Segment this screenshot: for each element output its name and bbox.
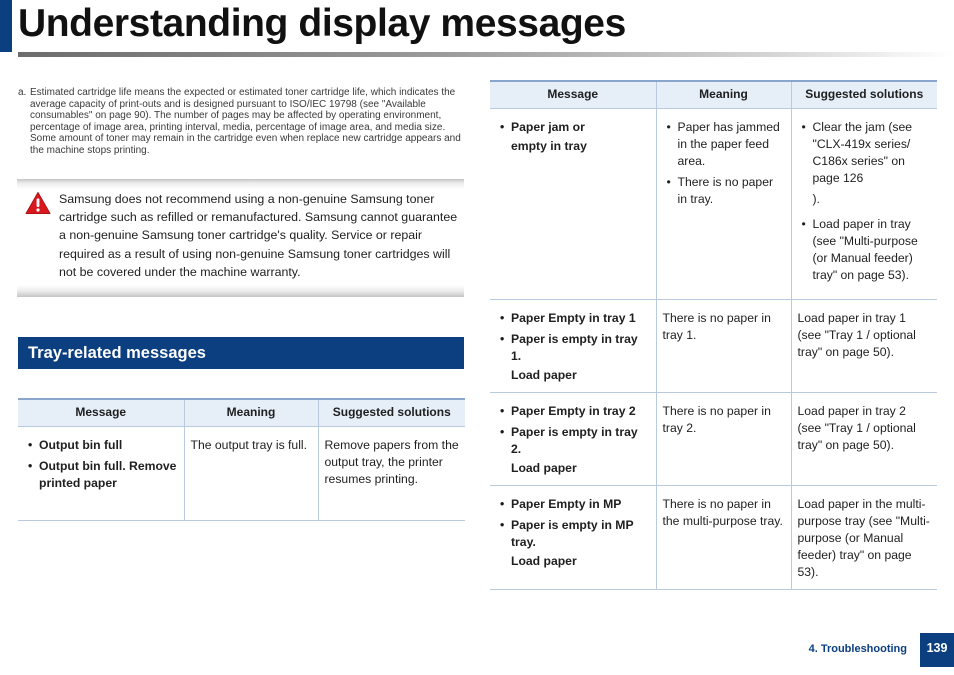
message-continuation: Load paper	[511, 553, 577, 568]
meaning-item: • Paper has jammed in the paper feed area.	[663, 119, 785, 170]
meaning-item: • There is no paper in tray.	[663, 174, 785, 208]
message-item: • Paper is empty in MP tray.	[496, 517, 650, 551]
meaning-cell: There is no paper in tray 1.	[656, 299, 791, 392]
footnote-marker: a.	[18, 87, 27, 98]
header-message: Message	[18, 399, 184, 426]
header-message: Message	[490, 81, 656, 108]
message-item: • Paper Empty in MP	[496, 496, 650, 513]
title-accent-bar	[0, 0, 12, 52]
warning-text: Samsung does not recommend using a non-genuine Samsung toner cartridge such as refilled or remanufactured. Samsung cannot guarantee a non-genuine Samsung toner cartridge's quality. Service or repair required as a result of using non-genuine Samsung toner cartridges will not be covered under the machine warranty.	[59, 192, 458, 279]
warning-triangle-icon	[25, 191, 51, 215]
solution-cell	[791, 108, 937, 299]
meaning-cell: There is no paper in tray 2.	[656, 392, 791, 485]
table-header-row	[18, 399, 465, 426]
table-row	[18, 426, 465, 520]
footnote-text: Estimated cartridge life means the expected or estimated toner cartridge life, which indicates the average capacity of print-outs and is designed pursuant to ISO/IEC 19798 (see "Available consumables" on page 90). The number of pages may be affected by operating environment, percentage of image area, printing interval, media, percentage of image area, and media size. Some amount of toner may remain in the cartridge even when replace new cartridge appears and the machine stops printing.	[30, 87, 461, 156]
table-row	[490, 485, 937, 589]
table-row	[490, 108, 937, 299]
message-item: • Paper jam or	[496, 119, 650, 136]
solution-cell: Load paper in tray 1 (see "Tray 1 / optional tray" on page 50).	[791, 299, 937, 392]
message-continuation: Load paper	[511, 460, 577, 475]
solution-cell: Remove papers from the output tray, the printer resumes printing.	[318, 426, 465, 520]
header-meaning: Meaning	[656, 81, 791, 108]
tray-messages-table-left	[18, 398, 465, 521]
message-item: • Paper is empty in tray 2.	[496, 424, 650, 458]
solution-cell: Load paper in tray 2 (see "Tray 1 / optional tray" on page 50).	[791, 392, 937, 485]
tray-messages-table-right	[490, 80, 937, 590]
footer-section-label: 4. Troubleshooting	[808, 643, 907, 655]
message-cell	[490, 108, 656, 299]
message-item: • Output bin full. Remove printed paper	[24, 458, 178, 492]
solution-text-close: ).	[812, 191, 820, 206]
warning-notice	[17, 179, 464, 297]
message-continuation: empty in tray	[511, 138, 587, 153]
section-heading: Tray-related messages	[18, 337, 464, 369]
table-row	[490, 392, 937, 485]
header-solutions: Suggested solutions	[318, 399, 465, 426]
message-item: • Paper Empty in tray 1	[496, 310, 650, 327]
meaning-cell: The output tray is full.	[184, 426, 318, 520]
message-cell	[490, 299, 656, 392]
page-number: 139	[920, 633, 954, 667]
solution-text: Clear the jam (see "CLX-419x series/ C186x series" on page 126	[812, 119, 913, 185]
header-meaning: Meaning	[184, 399, 318, 426]
message-item: • Output bin full	[24, 437, 178, 454]
message-cell	[490, 485, 656, 589]
solution-item: • Load paper in tray (see "Multi-purpose (or Manual feeder) tray" on page 53).	[798, 216, 932, 284]
header-solutions: Suggested solutions	[791, 81, 937, 108]
solution-cell: Load paper in the multi-purpose tray (see "Multi-purpose (or Manual feeder) tray" on page 53).	[791, 485, 937, 589]
solution-item	[798, 119, 932, 208]
message-cell	[490, 392, 656, 485]
footnote	[18, 87, 464, 156]
message-continuation: Load paper	[511, 367, 577, 382]
title-underline	[18, 52, 954, 57]
table-header-row	[490, 81, 937, 108]
message-cell	[18, 426, 184, 520]
message-item: • Paper Empty in tray 2	[496, 403, 650, 420]
meaning-cell	[656, 108, 791, 299]
page-title: Understanding display messages	[18, 2, 626, 45]
message-item: • Paper is empty in tray 1.	[496, 331, 650, 365]
meaning-cell: There is no paper in the multi-purpose tray.	[656, 485, 791, 589]
table-row	[490, 299, 937, 392]
